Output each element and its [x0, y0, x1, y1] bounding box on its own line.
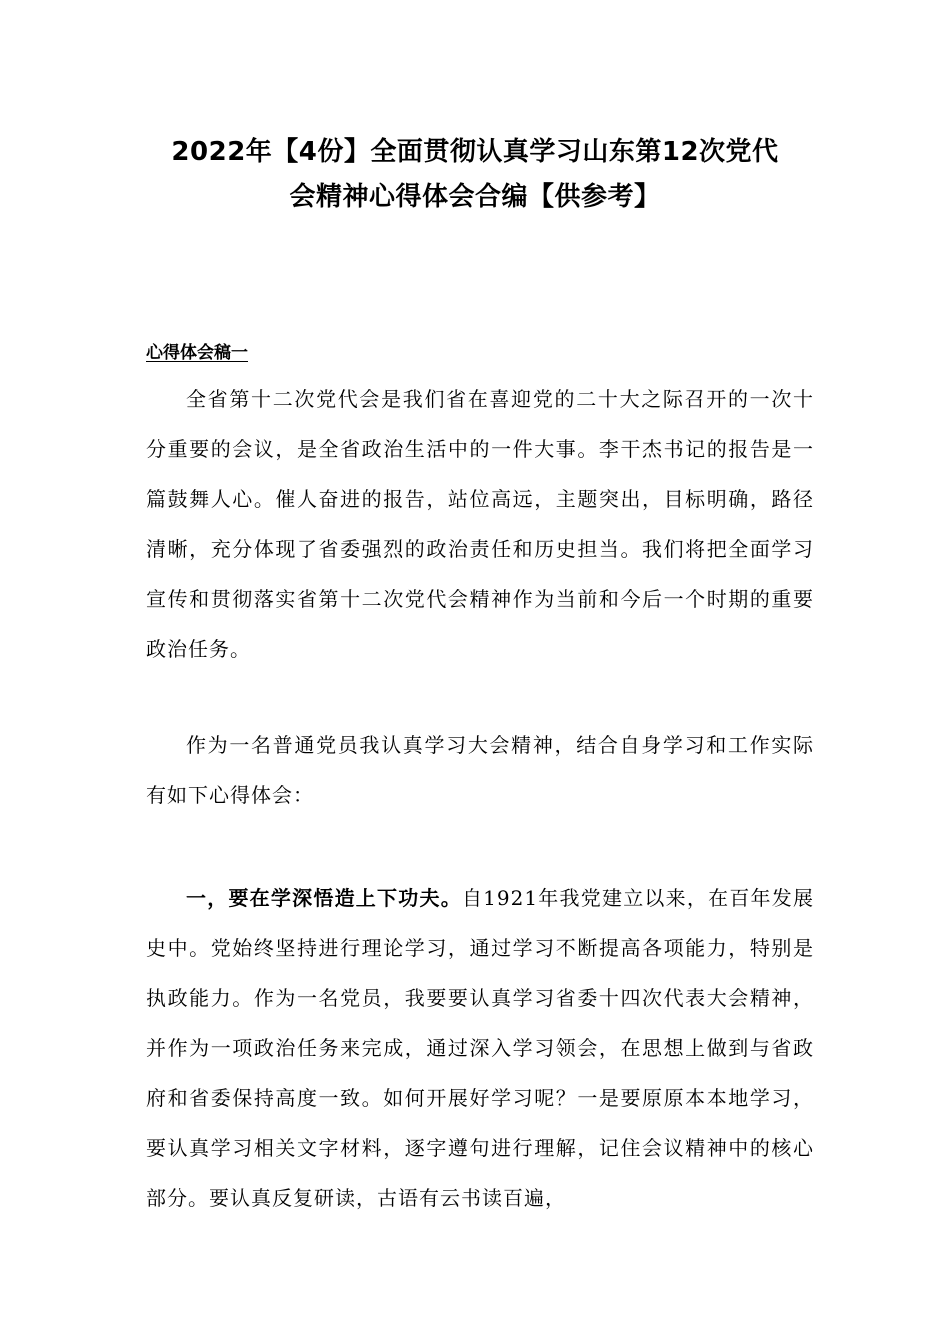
- paragraph-point-one: [146, 873, 814, 1223]
- document-title-line-2: 会精神心得体会合编【供参考】: [289, 182, 661, 212]
- document-title-line-1: 2022年【4份】全面贯彻认真学习山东第12次党代: [171, 137, 779, 167]
- point-one-body: 自1921年我党建立以来，在百年发展史中。党始终坚持进行理论学习，通过学习不断提高各项能力，特别是执政能力。作为一名党员，我要要认真学习省委十四次代表大会精神，并作为一项政治任务来完成，通过深入学习领会，在思想上做到与省政府和省委保持高度一致。如何开展好学习呢？一是要原原本本地学习，要认真学习相关文字材料，逐字遵句进行理解，记住会议精神中的核心部分。要认真反复研读，古语有云书读百遍，: [146, 886, 814, 1210]
- document-title: [120, 130, 830, 220]
- point-one-lead: 一，要在学深悟造上下功夫。: [186, 886, 462, 910]
- paragraph-reflection-intro: 作为一名普通党员我认真学习大会精神，结合自身学习和工作实际有如下心得体会：: [146, 733, 814, 807]
- paragraph-intro: 全省第十二次党代会是我们省在喜迎党的二十大之际召开的一次十分重要的会议，是全省政治生活中的一件大事。李干杰书记的报告是一篇鼓舞人心。催人奋进的报告，站位高远，主题突出，目标明确，路径清晰，充分体现了省委强烈的政治责任和历史担当。我们将把全面学习宣传和贯彻落实省第十二次党代会精神作为当前和今后一个时期的重要政治任务。: [146, 387, 814, 661]
- section-heading: 心得体会稿一: [146, 343, 248, 363]
